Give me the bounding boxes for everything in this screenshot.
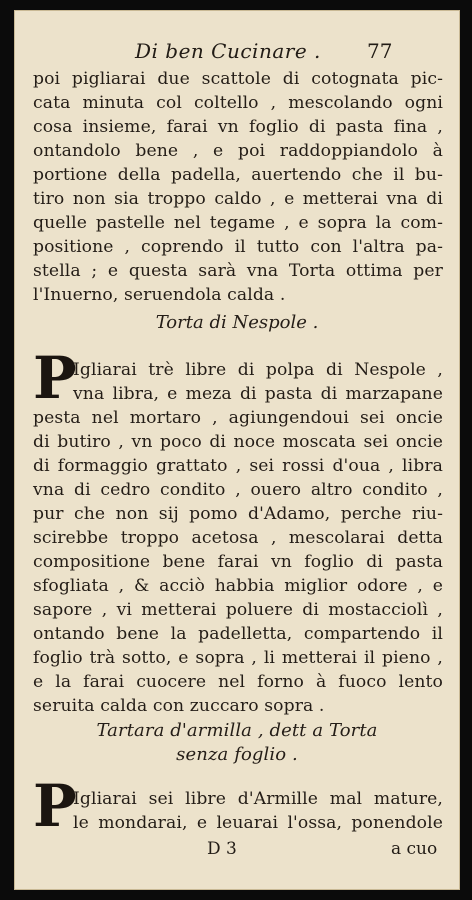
text-line: stella ; e questa sarà vna Torta ottima per <box>33 261 443 281</box>
text-line: quelle pastelle nel tegame , e sopra la com- <box>33 213 443 233</box>
text-line: di formaggio grattato , sei rossi d'oua , libra <box>33 456 443 476</box>
text-line: pur che non sij pomo d'Adamo, perche riu- <box>33 504 443 524</box>
heading-line: senza foglio . <box>176 744 298 765</box>
text-line: foglio trà sotto, e sopra , li metterai il pieno , <box>33 648 443 668</box>
text-line: ontandolo bene , e poi raddoppiandolo à <box>33 141 443 161</box>
text-line: l'Inuerno, seruendola calda . <box>33 285 286 305</box>
text-line: ontando bene la padelletta, compartendo il <box>33 624 443 644</box>
signature-mark: D 3 <box>207 839 237 859</box>
text-line: portione della padella, auertendo che il bu- <box>33 165 443 185</box>
text-line: positione , coprendo il tutto con l'altra pa- <box>33 237 443 257</box>
heading-line: Tartara d'armilla , dett a Torta <box>96 720 378 741</box>
recipe-body-nespole <box>33 358 443 718</box>
book-page <box>14 10 460 890</box>
text-line: sfogliata , & acciò habbia miglior odore , e <box>33 576 443 596</box>
text-line: Igliarai trè libre di polpa di Nespole , <box>73 360 443 380</box>
text-line: le mondarai, e leuarai l'ossa, ponendole <box>73 813 443 833</box>
text-line: Igliarai sei libre d'Armille mal mature, <box>73 789 443 809</box>
text-line: tiro non sia troppo caldo , e metterai vna di <box>33 189 443 209</box>
text-line: cata minuta col coltello , mescolando ogni <box>33 93 443 113</box>
text-line: vna libra, e meza di pasta di marzapane <box>73 384 443 404</box>
text-line: scirebbe troppo acetosa , mescolarai detta <box>33 528 443 548</box>
text-line: di butiro , vn poco di noce moscata sei oncie <box>33 432 443 452</box>
recipe-body-armilla <box>33 787 443 835</box>
catchword: a cuo <box>391 839 438 859</box>
recipe-heading-tartara-armilla <box>15 719 459 767</box>
running-head-title: Di ben Cucinare . <box>135 39 321 63</box>
text-line: seruita calda con zuccaro sopra . <box>33 696 325 716</box>
text-line: sapore , vi metterai poluere di mostacciolì , <box>33 600 443 620</box>
page-number: 77 <box>367 39 393 63</box>
running-head <box>15 39 459 65</box>
text-line: pesta nel mortaro , agiungendoui sei oncie <box>33 408 443 428</box>
drop-cap: P <box>33 772 77 840</box>
text-line: vna di cedro condito , ouero altro condito , <box>33 480 443 500</box>
page-footer <box>15 839 459 863</box>
text-line: cosa insieme, farai vn foglio di pasta fina , <box>33 117 443 137</box>
text-line: e la farai cuocere nel forno à fuoco lento <box>33 672 443 692</box>
text-line: poi pigliarai due scattole di cotognata pic- <box>33 69 443 89</box>
recipe-heading-torta-di-nespole: Torta di Nespole . <box>155 312 319 333</box>
drop-cap: P <box>33 344 77 412</box>
paragraph-continuation <box>33 67 443 307</box>
text-line: compositione bene farai vn foglio di pasta <box>33 552 443 572</box>
